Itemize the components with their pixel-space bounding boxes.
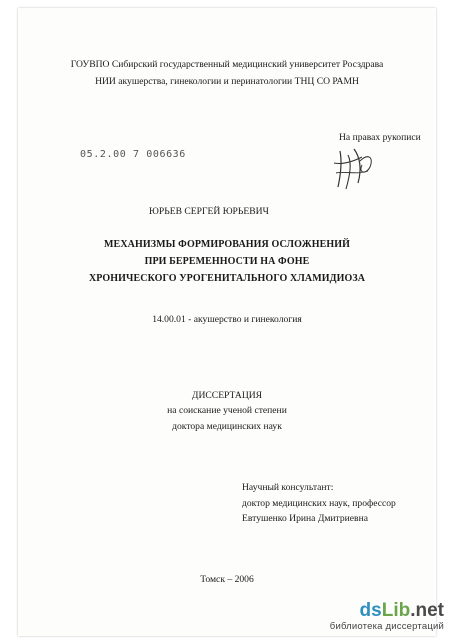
logo-net: .net bbox=[410, 600, 444, 621]
institution-line-2: НИИ акушерства, гинекологии и перинатологии ТНЦ СО РАМН bbox=[95, 76, 359, 87]
consultant-label: Научный консультант: bbox=[242, 482, 334, 493]
document-page bbox=[18, 8, 436, 636]
signature-icon bbox=[328, 143, 388, 195]
title-line-1: МЕХАНИЗМЫ ФОРМИРОВАНИЯ ОСЛОЖНЕНИЙ bbox=[104, 239, 350, 250]
doc-type-line-1: на соискание ученой степени bbox=[167, 405, 287, 416]
title-line-3: ХРОНИЧЕСКОГО УРОГЕНИТАЛЬНОГО ХЛАМИДИОЗА bbox=[88, 273, 366, 284]
doc-type-line-2: доктора медицинских наук bbox=[172, 421, 282, 432]
watermark-subtitle: библиотека диссертаций bbox=[329, 621, 444, 632]
specialty: 14.00.01 - акушерство и гинекология bbox=[152, 314, 302, 325]
institution-line-1: ГОУВПО Сибирский государственный медицинский университет Росздрава bbox=[70, 59, 384, 70]
place-year: Томск – 2006 bbox=[200, 574, 254, 585]
registration-stamp: 05.2.00 7 006636 bbox=[80, 149, 186, 160]
author-name: ЮРЬЕВ СЕРГЕЙ ЮРЬЕВИЧ bbox=[149, 206, 269, 217]
watermark bbox=[330, 601, 444, 632]
dslib-logo bbox=[330, 601, 444, 621]
consultant-degree: доктор медицинских наук, профессор bbox=[242, 498, 396, 509]
title-line-2: ПРИ БЕРЕМЕННОСТИ НА ФОНЕ bbox=[144, 256, 310, 267]
logo-ds: ds bbox=[359, 600, 382, 621]
logo-lib: Lib bbox=[381, 600, 411, 621]
consultant-name: Евтушенко Ирина Дмитриевна bbox=[242, 513, 368, 524]
doc-type-heading: ДИССЕРТАЦИЯ bbox=[191, 390, 263, 401]
rights-note: На правах рукописи bbox=[339, 132, 421, 143]
